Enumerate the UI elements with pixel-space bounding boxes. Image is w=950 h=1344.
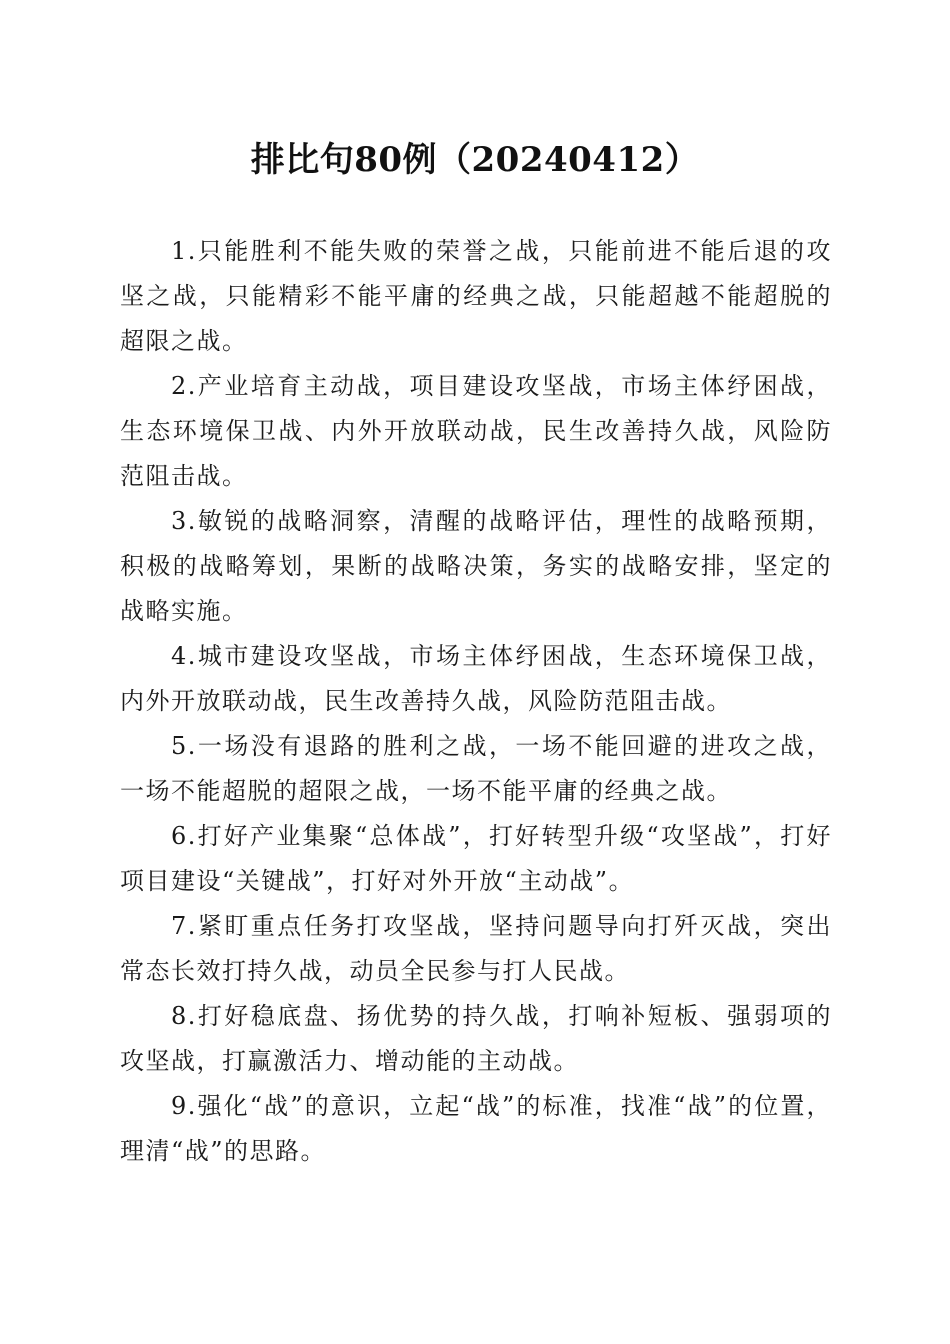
paragraph-5: 5.一场没有退路的胜利之战，一场不能回避的进攻之战，一场不能超脱的超限之战，一场不能平庸的经典之战。 bbox=[120, 732, 832, 805]
paragraph-6: 6.打好产业集聚“总体战”，打好转型升级“攻坚战”，打好项目建设“关键战”，打好对外开放“主动战”。 bbox=[120, 822, 832, 895]
paragraph-9: 9.强化“战”的意识，立起“战”的标准，找准“战”的位置，理清“战”的思路。 bbox=[120, 1092, 832, 1165]
paragraph-2: 2.产业培育主动战，项目建设攻坚战，市场主体纾困战，生态环境保卫战、内外开放联动战，民生改善持久战，风险防范阻击战。 bbox=[120, 372, 832, 490]
document-title: 排比句80例（20240412） bbox=[250, 140, 700, 180]
paragraph-3: 3.敏锐的战略洞察，清醒的战略评估，理性的战略预期，积极的战略筹划，果断的战略决策，务实的战略安排，坚定的战略实施。 bbox=[120, 507, 832, 625]
paragraph-1: 1.只能胜利不能失败的荣誉之战，只能前进不能后退的攻坚之战，只能精彩不能平庸的经典之战，只能超越不能超脱的超限之战。 bbox=[120, 237, 832, 355]
paragraph-4: 4.城市建设攻坚战，市场主体纾困战，生态环境保卫战，内外开放联动战，民生改善持久战，风险防范阻击战。 bbox=[120, 642, 832, 715]
document-body bbox=[120, 229, 832, 1174]
paragraph-7: 7.紧盯重点任务打攻坚战，坚持问题导向打歼灭战，突出常态长效打持久战，动员全民参与打人民战。 bbox=[120, 912, 832, 985]
paragraph-8: 8.打好稳底盘、扬优势的持久战，打响补短板、强弱项的攻坚战，打赢激活力、增动能的主动战。 bbox=[120, 1002, 832, 1075]
